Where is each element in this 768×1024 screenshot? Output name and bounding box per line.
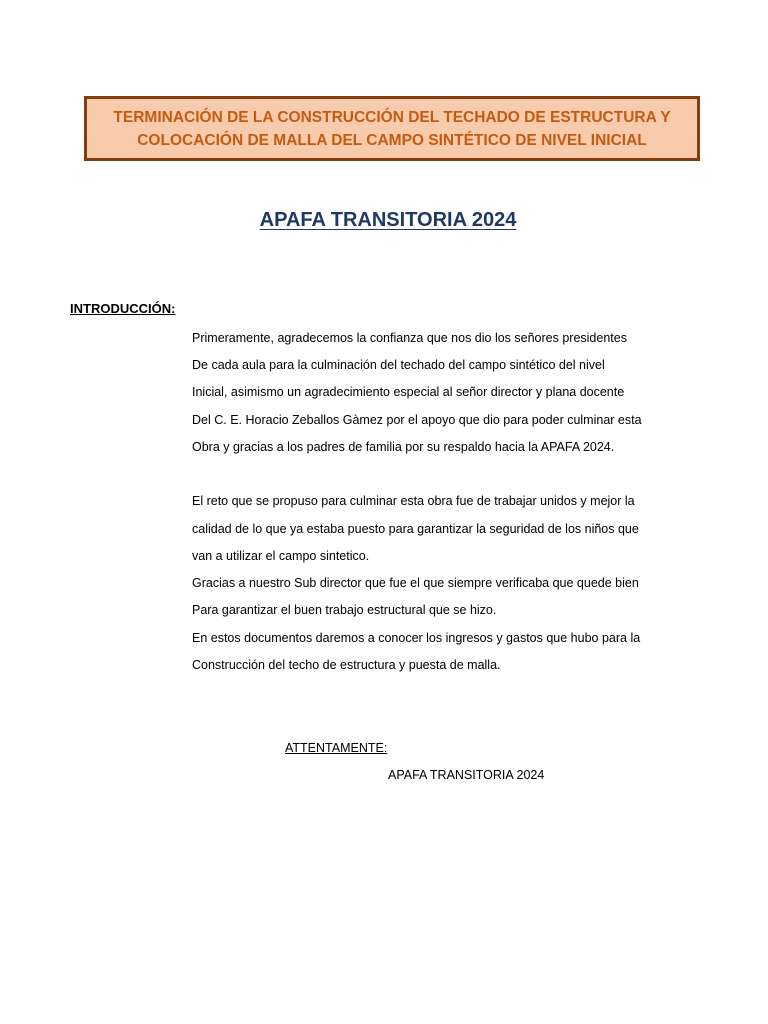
header-title-line-2: COLOCACIÓN DE MALLA DEL CAMPO SINTÉTICO DE NIVEL INICIAL — [137, 131, 647, 149]
document-title: APAFA TRANSITORIA 2024 — [259, 209, 517, 231]
header-title-box — [84, 96, 700, 161]
header-title-line-1: TERMINACIÓN DE LA CONSTRUCCIÓN DEL TECHADO DE ESTRUCTURA Y — [113, 108, 671, 126]
paragraph-line: Obra y gracias a los padres de familia por su respaldo hacia la APAFA 2024. — [192, 440, 615, 454]
paragraph-line: Gracias a nuestro Sub director que fue el que siempre verificaba que quede bien — [192, 576, 639, 590]
paragraph-line: Para garantizar el buen trabajo estructural que se hizo. — [192, 603, 497, 617]
paragraph-line: Construcción del techo de estructura y puesta de malla. — [192, 658, 501, 672]
paragraph-line: Primeramente, agradecemos la confianza que nos dio los señores presidentes — [192, 331, 627, 345]
paragraph-line: De cada aula para la culminación del techado del campo sintético del nivel — [192, 358, 605, 372]
paragraph-line: Del C. E. Horacio Zeballos Gàmez por el apoyo que dio para poder culminar esta — [192, 413, 642, 427]
signature: APAFA TRANSITORIA 2024 — [388, 768, 545, 782]
paragraph-line: calidad de lo que ya estaba puesto para garantizar la seguridad de los niños que — [192, 522, 639, 536]
paragraph-line: El reto que se propuso para culminar esta obra fue de trabajar unidos y mejor la — [192, 494, 635, 508]
paragraph-line: Inicial, asimismo un agradecimiento especial al señor director y plana docente — [192, 385, 625, 399]
closing-salutation: ATTENTAMENTE: — [285, 741, 388, 755]
paragraph-line: En estos documentos daremos a conocer los ingresos y gastos que hubo para la — [192, 631, 641, 645]
paragraph-line: van a utilizar el campo sintetico. — [192, 549, 370, 563]
introduction-heading: INTRODUCCIÓN: — [70, 301, 176, 316]
